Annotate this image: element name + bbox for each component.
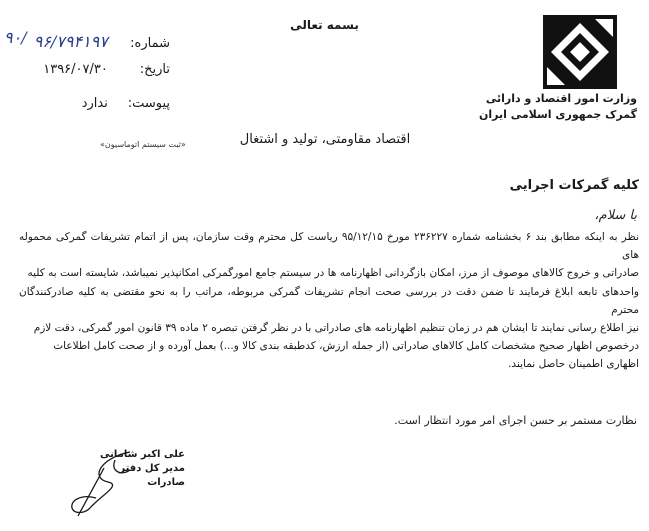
body-line: نظر به اینکه مطابق بند ۶ بخشنامه شماره ۲۳۶۲۲۷ مورخ ۹۵/۱۲/۱۵ ریاست کل محترم وقت سازمان، پس از اتمام تشریفات گمرکی محموله های xyxy=(19,231,639,262)
letter-greeting: با سلام، xyxy=(594,208,637,223)
signer-position: مدیر کل دفتر صادرات xyxy=(119,463,185,488)
attachment-label: پیوست: xyxy=(127,96,170,111)
number-label: شماره: xyxy=(130,36,170,51)
letter-closing: نظارت مستمر بر حسن اجرای امر مورد انتظار است. xyxy=(394,414,637,427)
customs-logo-icon xyxy=(543,15,617,89)
ministry-name: وزارت امور اقتصاد و دارائی xyxy=(485,92,637,105)
body-line: اظهاری اطمینان حاصل نمایند. xyxy=(508,358,639,371)
signer-name: علی اکبر شامانی xyxy=(100,449,185,460)
letter-number-row xyxy=(4,28,170,51)
letter-addressee: کلیه گمرکات اجرایی xyxy=(509,178,639,193)
handwritten-note: ۹۰/ xyxy=(4,28,27,47)
body-line: درخصوص اظهار صحیح مشخصات کامل کالاهای صادراتی (از جمله ارزش، کدطبقه بندی کالا و...) بعمل آورده و از صحت کامل اطلاعات xyxy=(53,340,639,353)
attachment-value: ندارد xyxy=(81,96,108,111)
letter-date-row xyxy=(10,62,170,77)
date-label: تاریخ: xyxy=(139,62,170,77)
letter-body xyxy=(19,228,639,374)
system-note: «ثبت سیستم اتوماسیون» xyxy=(100,140,186,149)
letter-attachment-row xyxy=(10,96,170,111)
body-line: صادراتی و خروج کالاهای موصوف از مرز، امکان بازگردانی اظهارنامه ها در سیستم جامع امورگمرکی امکانپذیر نمیباشد، شایسته است به کلیه xyxy=(27,267,639,280)
letter-heading: بسمه تعالی xyxy=(290,18,359,32)
number-value: ۹۶/۷۹۴۱۹۷ xyxy=(33,32,108,51)
body-line: واحدهای تابعه ابلاغ فرمایند تا ضمن دقت در بررسی صحت انجام تشریفات گمرکی مربوطه، مراتب را به نحو مقتضی به کلیه صادرکنندگان محترم xyxy=(19,285,639,316)
date-value: ۱۳۹۶/۰۷/۳۰ xyxy=(43,62,108,77)
letter-subject: اقتصاد مقاومتی، تولید و اشتغال xyxy=(239,132,411,147)
signer-block xyxy=(85,448,185,490)
agency-name: گمرک جمهوری اسلامی ایران xyxy=(478,108,637,121)
body-line: نیز اطلاع رسانی نمایند تا ایشان هم در زمان تنظیم اظهارنامه های صادراتی با در نظر گرفتن تبصره ۲ ماده ۳۹ قانون امور گمرکی، دقت لازم xyxy=(33,322,639,335)
